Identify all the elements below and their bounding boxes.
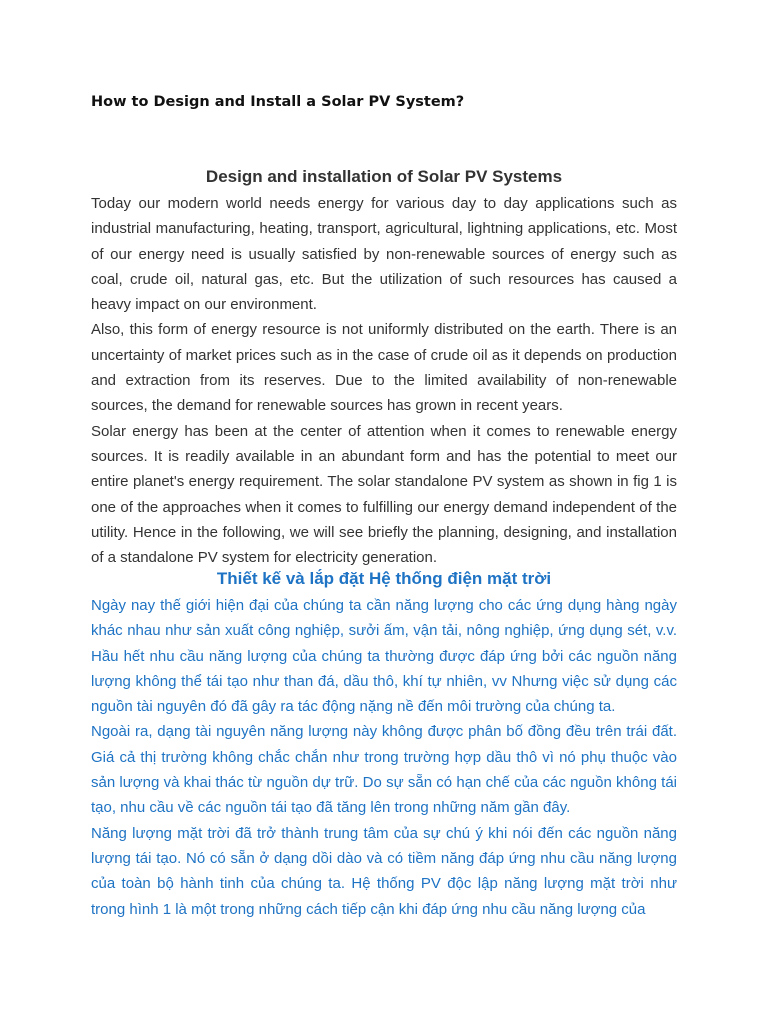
vietnamese-paragraph-2: Ngoài ra, dạng tài nguyên năng lượng này không được phân bố đồng đều trên trái đất. Giá cả thị trường không chắc chắn như trong trường hợp dầu thô vì nó phụ thuộc vào sản lượng và khai thác từ nguồn dự trữ. Do sự sẵn có hạn chế của các nguồn không tái tạo, nhu cầu về các nguồn tái tạo đã tăng lên trong những năm gần đây. [91,723,677,817]
vietnamese-heading: Thiết kế và lắp đặt Hệ thống điện mặt trời [216,569,552,588]
english-paragraph-2: Also, this form of energy resource is not uniformly distributed on the earth. There is an uncertainty of market prices such as in the case of crude oil as it depends on production and extraction from its reserves. Due to the limited availability of non-renewable sources, the demand for renewable sources has grown in recent years. [91,321,677,415]
english-heading: Design and installation of Solar PV Systems [205,167,563,186]
english-paragraph-1: Today our modern world needs energy for various day to day applications such as industrial manufacturing, heating, transport, agricultural, lightning applications, etc. Most of our energy need is usually satisfied by non-renewable sources of energy such as coal, crude oil, natural gas, etc. But the utilization of such resources has caused a heavy impact on our environment. [91,195,677,314]
vietnamese-section [91,565,677,918]
english-section [91,163,677,570]
document-title: How to Design and Install a Solar PV System? [91,94,465,110]
english-paragraph-3: Solar energy has been at the center of attention when it comes to renewable energy sources. It is readily available in an abundant form and has the potential to meet our entire planet's energy requirement. The solar standalone PV system as shown in fig 1 is one of the approaches when it comes to fulfilling our energy demand independent of the utility. Hence in the following, we will see briefly the planning, designing, and installation of a standalone PV system for electricity generation. [91,422,677,567]
vietnamese-paragraph-3: Năng lượng mặt trời đã trở thành trung tâm của sự chú ý khi nói đến các nguồn năng lượng tái tạo. Nó có sẵn ở dạng dồi dào và có tiềm năng đáp ứng nhu cầu năng lượng của toàn bộ hành tinh của chúng ta. Hệ thống PV độc lập năng lượng mặt trời như trong hình 1 là một trong những cách tiếp cận khi đáp ứng nhu cầu năng lượng của [91,824,677,918]
vietnamese-paragraph-1: Ngày nay thế giới hiện đại của chúng ta cần năng lượng cho các ứng dụng hàng ngày khác nhau như sản xuất công nghiệp, sưởi ấm, vận tải, nông nghiệp, ứng dụng sét, v.v. Hầu hết nhu cầu năng lượng của chúng ta thường được đáp ứng bởi các nguồn năng lượng không thể tái tạo như than đá, dầu thô, khí tự nhiên, vv Nhưng việc sử dụng các nguồn tài nguyên đó đã gây ra tác động nặng nề đến môi trường của chúng ta. [91,597,677,716]
